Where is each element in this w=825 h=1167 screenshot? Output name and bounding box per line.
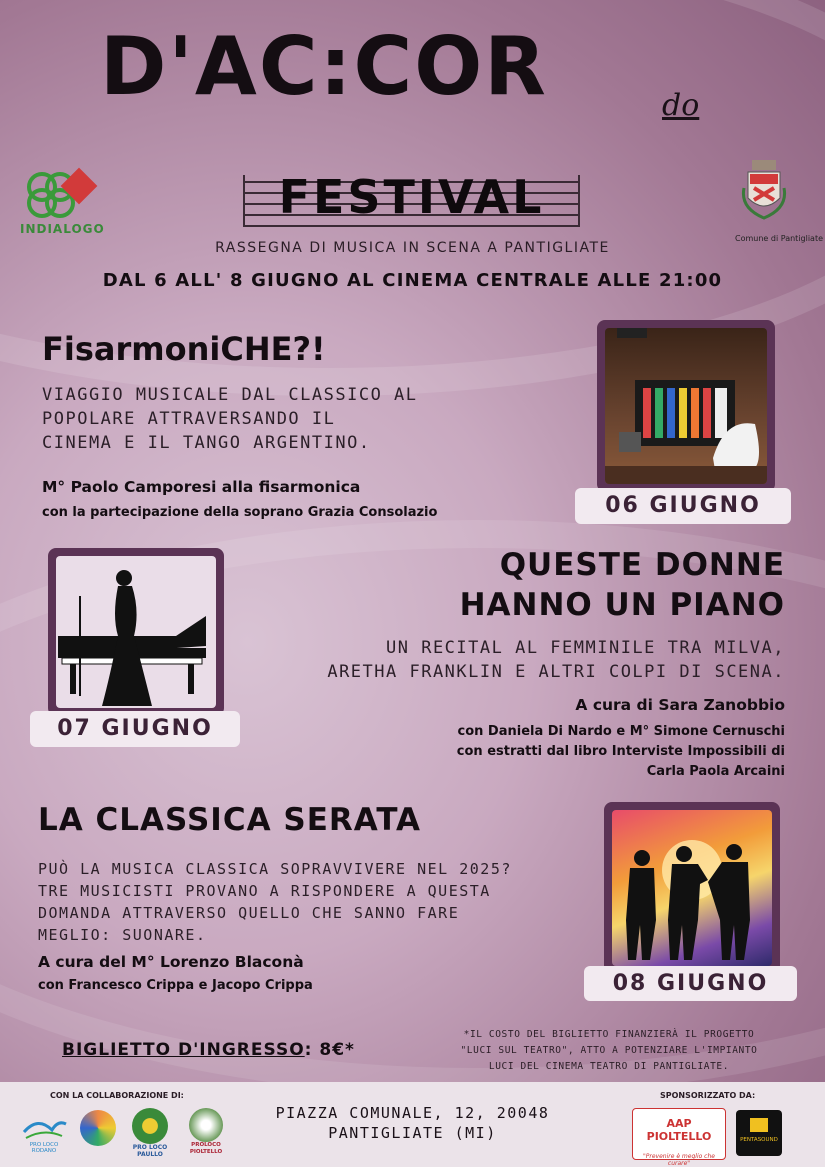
- event-2-description: UN RECITAL AL FEMMINILE TRA MILVA, ARETHA FRANKLIN E ALTRI COLPI DI SCENA.: [327, 638, 785, 682]
- indialogo-text: INDIALOGO: [20, 222, 105, 236]
- festival-title: D'AC:COR: [100, 20, 548, 113]
- festival-subtitle: RASSEGNA DI MUSICA IN SCENA A PANTIGLIATE: [215, 240, 610, 256]
- event-3-description: PUÒ LA MUSICA CLASSICA SOPRAVVIVERE NEL 2025? TRE MUSICISTI PROVANO A RISPONDERE A QUESTA DOMANDA ATTRAVERSO QUELLO CHE SANNO FARE MEGLIO: SUONARE.: [38, 860, 512, 944]
- partner-logo-rodano: PRO LOCO RODANO: [18, 1112, 70, 1150]
- partner-logo-pioltello: PROLOCO PIOLTELLO: [182, 1108, 230, 1156]
- festival-title-suffix: do: [662, 88, 700, 123]
- ticket-label: BIGLIETTO D'INGRESSO: [62, 1040, 305, 1060]
- comune-text: Comune di Pantigliate: [735, 234, 824, 243]
- ticket-note: *IL COSTO DEL BIGLIETTO FINANZIERÀ IL PROGETTO "LUCI SUL TEATRO", ATTO A POTENZIARE L'IMPIANTO LUCI DEL CINEMA TEATRO DI PANTIGLIATE.: [460, 1029, 758, 1072]
- event-3-credit-extra: con Francesco Crippa e Jacopo Crippa: [38, 978, 313, 993]
- event-2-credit-extra: con Daniela Di Nardo e M° Simone Cernuschi con estratti dal libro Interviste Impossibili di Carla Paola Arcaini: [456, 724, 785, 779]
- ticket-price: [62, 1040, 355, 1060]
- sponsor-logo-aap: AAP PIOLTELLO "Prevenire è meglio che curare": [632, 1108, 726, 1160]
- comune-crest-icon: [740, 158, 788, 228]
- collab-label: CON LA COLLABORAZIONE DI:: [50, 1091, 184, 1100]
- event-1-title: FisarmoniCHE?!: [42, 330, 326, 368]
- venue-address: PIAZZA COMUNALE, 12, 20048 PANTIGLIATE (MI): [275, 1104, 550, 1142]
- event-2-title: QUESTE DONNE HANNO UN PIANO: [459, 547, 785, 623]
- sponsor-label: SPONSORIZZATO DA:: [660, 1091, 756, 1100]
- event-3-credit: A cura del M° Lorenzo Blaconà: [38, 953, 304, 971]
- event-1-photo: [597, 320, 775, 492]
- event-1-date-badge: 06 GIUGNO: [575, 488, 791, 524]
- piano-singer-icon: [56, 556, 216, 708]
- event-1-credit-extra: con la partecipazione della soprano Grazia Consolazio: [42, 505, 438, 520]
- event-3-photo: [604, 802, 780, 974]
- partner-logo-paullo: PRO LOCO PAULLO: [130, 1108, 170, 1160]
- event-2-date-badge: 07 GIUGNO: [30, 711, 240, 747]
- event-1-description: VIAGGIO MUSICALE DAL CLASSICO AL POPOLARE ATTRAVERSANDO IL CINEMA E IL TANGO ARGENTINO.: [42, 385, 418, 453]
- festival-heading: FESTIVAL: [278, 170, 545, 224]
- sponsor-logo-pentasound: PENTASOUND: [736, 1110, 782, 1156]
- event-3-date-badge: 08 GIUGNO: [584, 966, 797, 1001]
- event-3-title: LA CLASSICA SERATA: [38, 802, 422, 838]
- event-1-credit: M° Paolo Camporesi alla fisarmonica: [42, 478, 361, 496]
- musicians-silhouette-icon: [612, 810, 772, 966]
- event-2-credit: A cura di Sara Zanobbio: [575, 696, 785, 714]
- event-2-photo: [48, 548, 224, 716]
- ticket-amount: : 8€*: [304, 1040, 355, 1060]
- partner-logo-2: [80, 1110, 116, 1146]
- festival-dates: DAL 6 ALL' 8 GIUGNO AL CINEMA CENTRALE ALLE 21:00: [102, 270, 723, 291]
- accordion-icon: [605, 328, 767, 484]
